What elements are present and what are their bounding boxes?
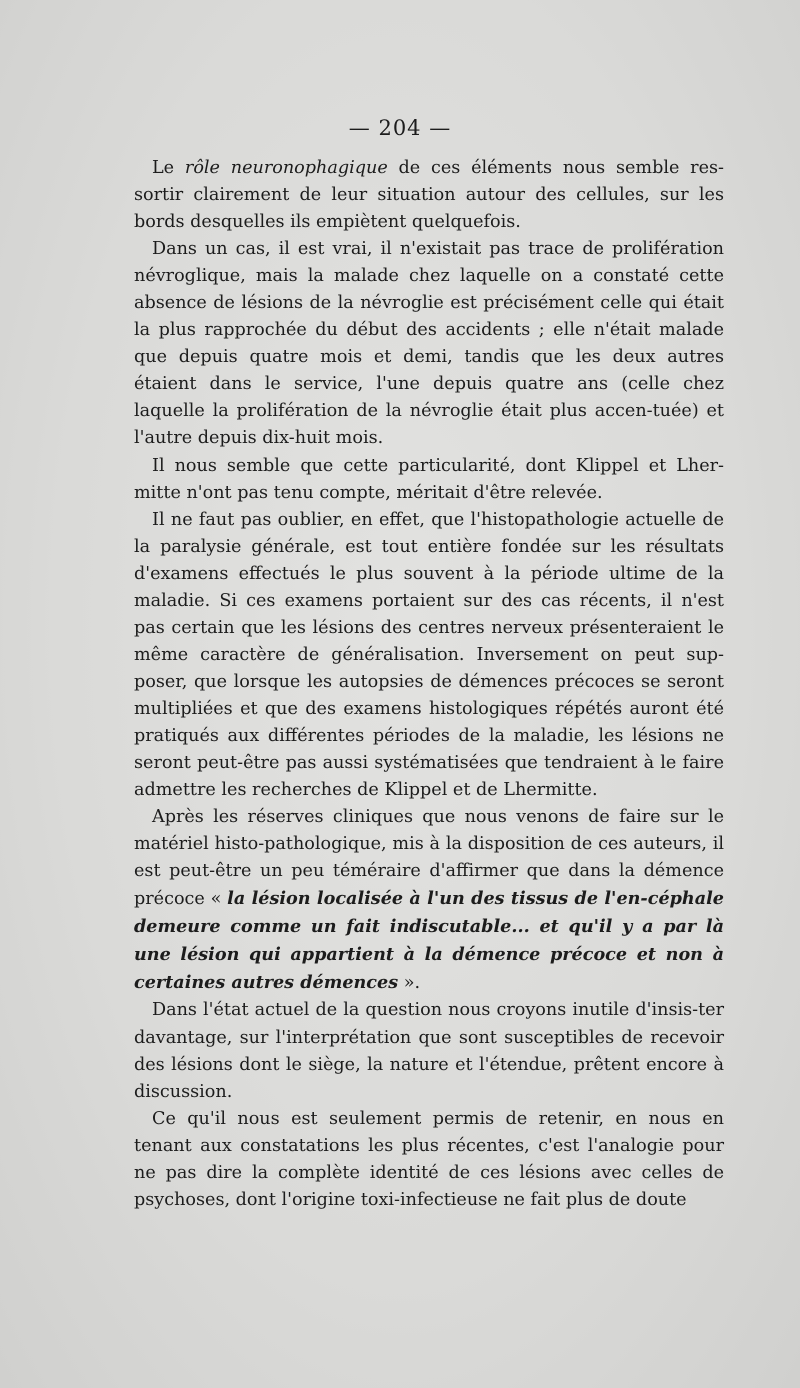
text-segment: Ce qu'il nous est seulement permis de retenir, en nous en tenant aux constatations les plus récentes, c'est l'analogie pour ne pas dire la complète identité de ces lésions avec celles de psychoses, dont l'origine toxi-infectieuse ne fait plus de doute: [134, 1108, 724, 1210]
text-segment: Dans l'état actuel de la question nous croyons inutile d'insis-ter davantage, sur l'interprétation que sont susceptibles de recevoir des lésions dont le siège, la nature et l'étendue, prêtent encore à discussion.: [134, 1000, 724, 1102]
text-segment: Le: [152, 158, 185, 178]
body-text: [134, 155, 724, 1214]
emphasized-text: rôle neuronophagique: [184, 158, 388, 178]
paragraph: [134, 804, 724, 997]
paragraph: [134, 236, 724, 452]
paragraph: [134, 997, 724, 1105]
page-number: — 204 —: [348, 116, 452, 140]
text-segment: Il ne faut pas oublier, en effet, que l'histopathologie actuelle de la paralysie générale, est tout entière fondée sur les résultats d'examens effectués le plus souvent à la période ultime de la maladie. Si ces examens portaient sur des cas récents, il n'est pas certain que les lésions des centres nerveux présenteraient le même caractère de généralisation. Inversement on peut sup-poser, que lorsque les autopsies de démences précoces se seront multipliées et que des examens histologiques répétés auront été pratiqués aux différentes périodes de la maladie, les lésions ne seront peut-être pas aussi systématisées que tendraient à le faire admettre les recherches de Klippel et de Lhermitte.: [134, 509, 724, 801]
paragraph: [134, 155, 724, 236]
text-segment: Dans un cas, il est vrai, il n'existait pas trace de prolifération névroglique, mais la malade chez laquelle on a constaté cette absence de lésions de la névroglie est précisément celle qui était la plus rapprochée du début des accidents ; elle n'était malade que depuis quatre mois et demi, tandis que les deux autres étaient dans le service, l'une depuis quatre ans (celle chez laquelle la prolifération de la névroglie était plus accen-tuée) et l'autre depuis dix-huit mois.: [134, 239, 724, 449]
emphasized-text: la lésion localisée à l'un des tissus de l'en-céphale demeure comme un fait indiscutable... et qu'il y a par là une lésion qui appartient à la démence précoce et non à certaines autres démences: [134, 888, 725, 994]
text-segment: Après les réserves cliniques que nous venons de faire sur le matériel histo-pathologique, mis à la disposition de ces auteurs, il est peut-être un peu téméraire d'affirmer que dans la démence précoce «: [134, 807, 724, 910]
paragraph: [134, 1106, 724, 1214]
text-segment: de ces éléments nous semble res-sortir clairement de leur situation autour des cellules, sur les bords desquelles ils empiètent quelquefois.: [134, 158, 724, 233]
text-segment: ».: [398, 973, 421, 994]
paragraph: [134, 453, 724, 507]
text-segment: Il nous semble que cette particularité, dont Klippel et Lher-mitte n'ont pas tenu compte, méritait d'être relevée.: [134, 455, 724, 503]
paragraph: [134, 507, 724, 805]
